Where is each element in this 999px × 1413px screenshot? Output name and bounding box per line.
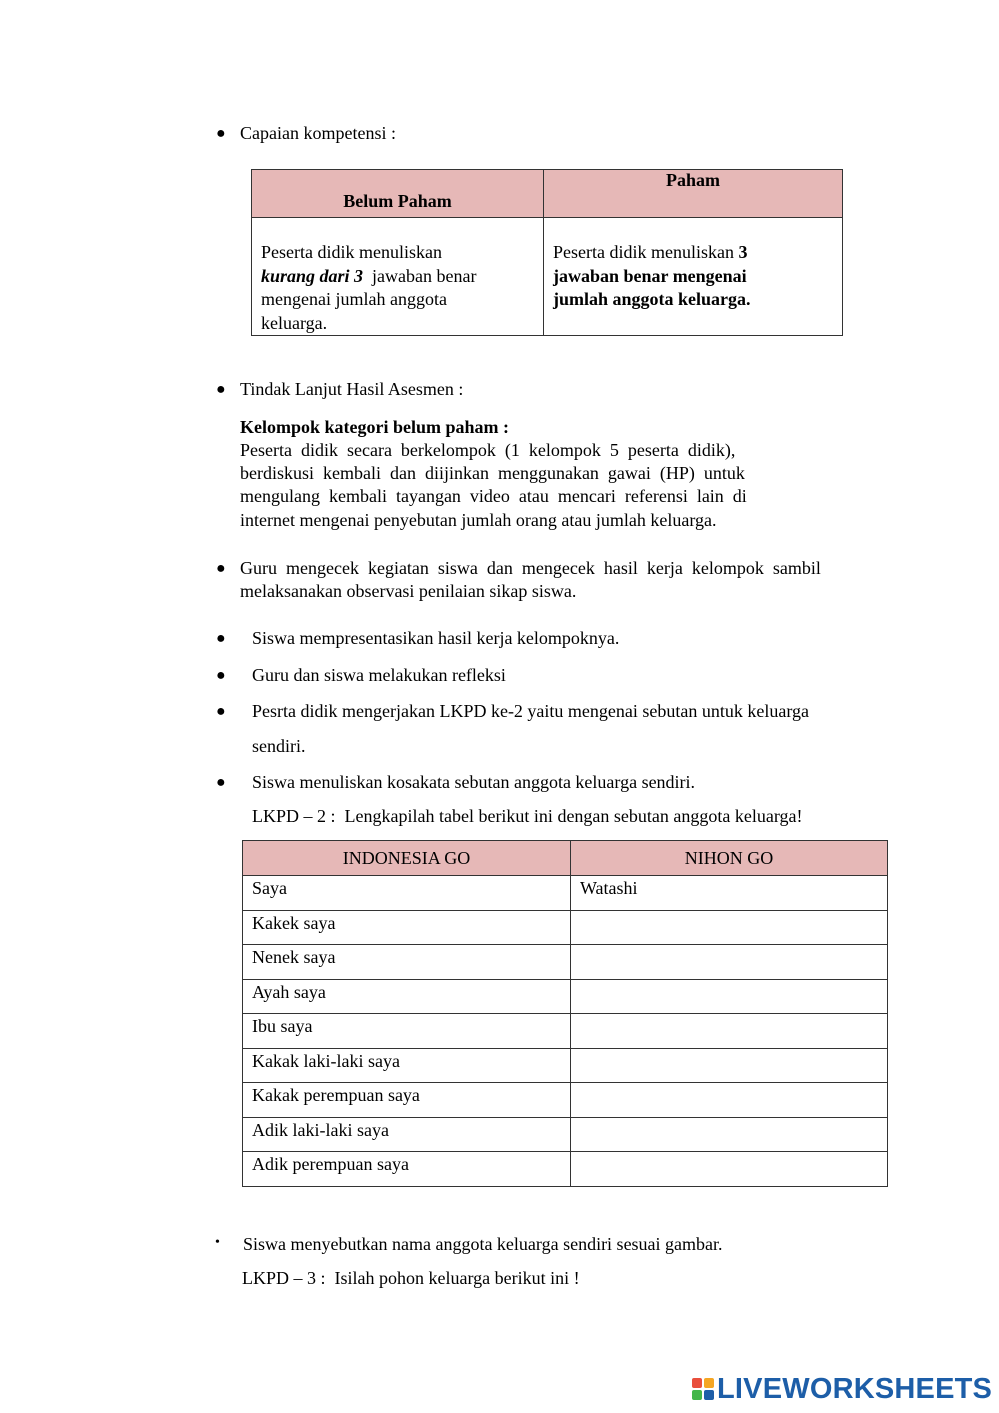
- lkpd3-instruction: LKPD – 3 : Isilah pohon keluarga berikut ini !: [242, 1268, 580, 1288]
- table-row: [243, 876, 888, 911]
- bullet-icon: ●: [216, 703, 226, 720]
- teacher-check-line: Guru mengecek kegiatan siswa dan mengecek hasil kerja kelompok sambil: [240, 558, 821, 578]
- bullet-icon: ●: [216, 125, 226, 142]
- bullet-icon: ●: [216, 560, 226, 577]
- bullet-icon: •: [215, 1235, 220, 1250]
- bullet-icon: ●: [216, 381, 226, 398]
- table-row: [243, 1117, 888, 1152]
- col-paham: Paham: [544, 170, 843, 218]
- competency-table: [251, 169, 843, 336]
- japanese-term-input[interactable]: [571, 1152, 888, 1187]
- indonesian-term: Kakak laki-laki saya: [243, 1048, 571, 1083]
- followup-heading: Tindak Lanjut Hasil Asesmen :: [240, 379, 464, 399]
- japanese-term-input[interactable]: [571, 979, 888, 1014]
- col-belum-paham: Belum Paham: [252, 170, 544, 218]
- liveworksheets-logo: [692, 1372, 993, 1405]
- indonesian-term: Ibu saya: [243, 1014, 571, 1049]
- followup-line: internet mengenai penyebutan jumlah orang atau jumlah keluarga.: [240, 510, 717, 530]
- bullet-icon: ●: [216, 667, 226, 684]
- indonesian-term: Kakak perempuan saya: [243, 1083, 571, 1118]
- japanese-term-input[interactable]: [571, 945, 888, 980]
- table-row: [243, 945, 888, 980]
- table-row: [243, 1083, 888, 1118]
- table-row: [243, 910, 888, 945]
- bullet-icon: ●: [216, 630, 226, 647]
- lkpd2-table: [242, 840, 888, 1187]
- teacher-check-line: melaksanakan observasi penilaian sikap siswa.: [240, 581, 577, 601]
- final-item: Siswa menyebutkan nama anggota keluarga sendiri sesuai gambar.: [243, 1234, 723, 1254]
- table-row: [243, 1048, 888, 1083]
- table-row: [243, 1014, 888, 1049]
- indonesian-term: Kakek saya: [243, 910, 571, 945]
- bullet-icon: ●: [216, 774, 226, 791]
- paham-cell: Peserta didik menuliskan 3 jawaban benar mengenai jumlah anggota keluarga.: [544, 218, 843, 336]
- indonesian-term: Adik laki-laki saya: [243, 1117, 571, 1152]
- japanese-term-input[interactable]: Watashi: [571, 876, 888, 911]
- competency-heading: Capaian kompetensi :: [240, 123, 396, 143]
- logo-icon: [692, 1378, 714, 1400]
- japanese-term-input[interactable]: [571, 1083, 888, 1118]
- japanese-term-input[interactable]: [571, 1014, 888, 1049]
- activity-item: Guru dan siswa melakukan refleksi: [252, 665, 506, 685]
- activity-item-cont: sendiri.: [252, 736, 306, 756]
- japanese-term-input[interactable]: [571, 1117, 888, 1152]
- indonesian-term: Adik perempuan saya: [243, 1152, 571, 1187]
- header-indonesia-go: INDONESIA GO: [243, 841, 571, 876]
- group-title: Kelompok kategori belum paham :: [240, 417, 510, 437]
- followup-line: mengulang kembali tayangan video atau mencari referensi lain di: [240, 486, 747, 506]
- activity-item: Siswa mempresentasikan hasil kerja kelompoknya.: [252, 628, 620, 648]
- logo-text: LIVEWORKSHEETS: [717, 1372, 993, 1405]
- indonesian-term: Ayah saya: [243, 979, 571, 1014]
- belum-paham-cell: Peserta didik menuliskan kurang dari 3 jawaban benar mengenai jumlah anggota keluarga.: [252, 218, 544, 336]
- activity-item: Pesrta didik mengerjakan LKPD ke-2 yaitu mengenai sebutan untuk keluarga: [252, 701, 810, 721]
- table-row: [243, 979, 888, 1014]
- indonesian-term: Nenek saya: [243, 945, 571, 980]
- japanese-term-input[interactable]: [571, 1048, 888, 1083]
- table-row: [243, 1152, 888, 1187]
- indonesian-term: Saya: [243, 876, 571, 911]
- lkpd2-instruction: LKPD – 2 : Lengkapilah tabel berikut ini dengan sebutan anggota keluarga!: [252, 806, 803, 826]
- japanese-term-input[interactable]: [571, 910, 888, 945]
- followup-line: berdiskusi kembali dan diijinkan menggunakan gawai (HP) untuk: [240, 463, 745, 483]
- activity-item: Siswa menuliskan kosakata sebutan anggota keluarga sendiri.: [252, 772, 696, 792]
- followup-line: Peserta didik secara berkelompok (1 kelompok 5 peserta didik),: [240, 440, 736, 460]
- header-nihon-go: NIHON GO: [571, 841, 888, 876]
